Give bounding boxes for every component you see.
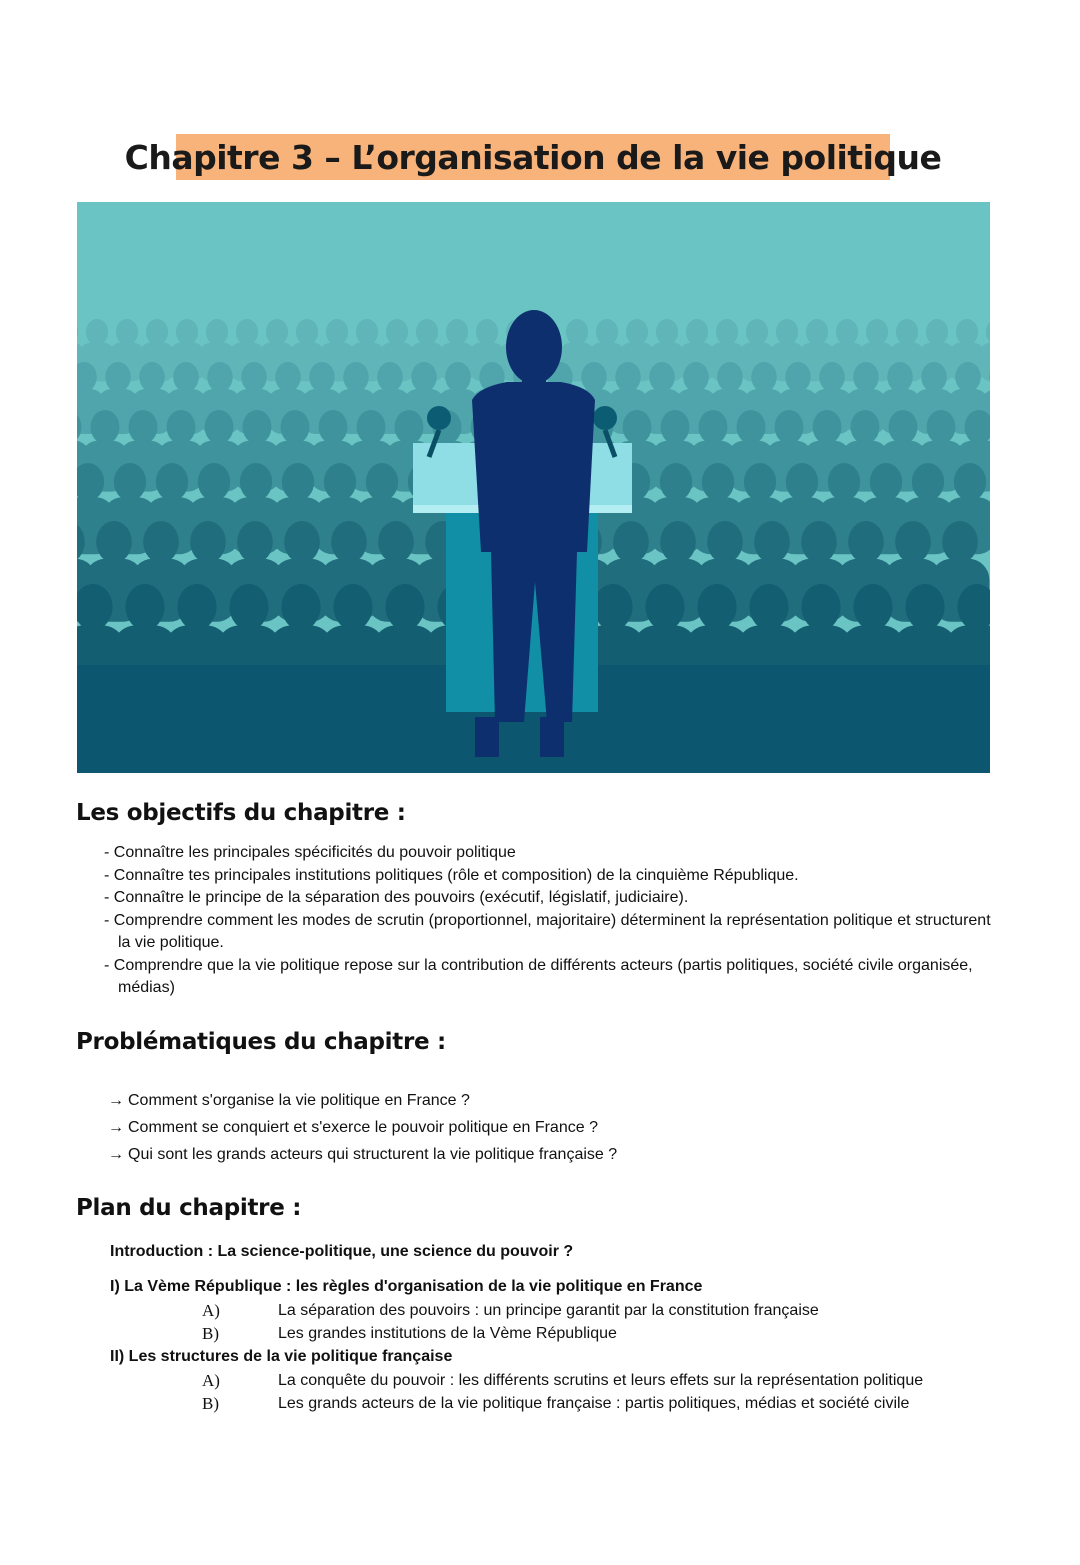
crowd-head — [581, 362, 607, 392]
crowd-head — [146, 319, 168, 345]
crowd-head — [205, 410, 234, 444]
crowd-head — [324, 463, 356, 501]
list-item: → Comment se conquiert et s'exerce le pouvoir politique en France ? — [108, 1114, 617, 1141]
list-item: - Comprendre que la vie politique repose sur la contribution de différents acteurs (partis politiques, société civile organisée, médias) — [104, 955, 1004, 1000]
crowd-head — [385, 584, 424, 630]
crowd-head — [91, 410, 120, 444]
crowd-head — [649, 362, 675, 392]
crowd-head — [887, 362, 913, 392]
plan-subsection — [110, 1392, 1010, 1415]
crowd-head — [813, 410, 842, 444]
crowd-head — [198, 463, 230, 501]
crowd-head — [593, 584, 632, 630]
crowd-head — [806, 319, 828, 345]
crowd-head — [309, 362, 335, 392]
crowd-head — [114, 463, 146, 501]
crowd-head — [177, 584, 216, 630]
list-item: - Comprendre comment les modes de scrutin (proportionnel, majoritaire) déterminent la représentation politique et structurent la vie politique. — [104, 910, 1004, 955]
crowd-head — [956, 319, 978, 345]
crowd-head — [86, 319, 108, 345]
crowd-head — [828, 463, 860, 501]
crowd-head — [895, 521, 931, 563]
subsection-letter: A) — [202, 1371, 220, 1390]
list-item: - Connaître tes principales institutions politiques (rôle et composition) de la cinquième République. — [104, 865, 1004, 888]
crowd-head — [660, 521, 696, 563]
crowd-head — [476, 319, 498, 345]
arrow-right-icon: → — [108, 1119, 124, 1136]
crowd-head — [746, 319, 768, 345]
plan-introduction: Introduction : La science-politique, une science du pouvoir ? — [110, 1243, 574, 1260]
crowd-head — [296, 319, 318, 345]
crowd-head — [751, 362, 777, 392]
crowd-head — [156, 463, 188, 501]
plan-part-title: I) La Vème République : les règles d'organisation de la vie politique en France — [110, 1278, 703, 1295]
crowd-head — [176, 319, 198, 345]
crowd-head — [819, 362, 845, 392]
crowd-head — [207, 362, 233, 392]
list-item: - Connaître les principales spécificités du pouvoir politique — [104, 842, 1004, 865]
crowd-head — [870, 463, 902, 501]
crowd-head — [926, 319, 948, 345]
crowd-head — [775, 410, 804, 444]
crowd-head — [717, 362, 743, 392]
crowd-head — [395, 410, 424, 444]
crowd-head — [702, 463, 734, 501]
crowd-head — [333, 584, 372, 630]
crowd-head — [96, 521, 132, 563]
subsection-letter: B) — [202, 1324, 219, 1343]
crowd-head — [105, 362, 131, 392]
plan-part-title: II) Les structures de la vie politique française — [110, 1348, 453, 1365]
crowd-head — [896, 319, 918, 345]
crowd-head — [241, 362, 267, 392]
crowd-head — [566, 319, 588, 345]
crowd-head — [683, 362, 709, 392]
crowd-head — [237, 521, 273, 563]
crowd-head — [848, 521, 884, 563]
crowd-head — [282, 463, 314, 501]
crowd-head — [326, 319, 348, 345]
crowd-head — [240, 463, 272, 501]
crowd-head — [853, 362, 879, 392]
crowd-head — [139, 362, 165, 392]
crowd-head — [386, 319, 408, 345]
subsection-text: La séparation des pouvoirs : un principe garantit par la constitution française — [278, 1302, 819, 1319]
list-item: → Qui sont les grands acteurs qui structurent la vie politique française ? — [108, 1141, 617, 1168]
crowd-head — [716, 319, 738, 345]
crowd-head — [266, 319, 288, 345]
subsection-text: Les grands acteurs de la vie politique française : partis politiques, médias et société civile — [278, 1395, 910, 1412]
plan-subsection — [110, 1369, 1010, 1392]
crowd-head — [613, 521, 649, 563]
arrow-right-icon: → — [108, 1092, 124, 1109]
crowd-head — [378, 521, 414, 563]
crowd-head — [954, 463, 986, 501]
subsection-letter: B) — [202, 1394, 219, 1413]
crowd-head — [801, 521, 837, 563]
list-item: - Connaître le principe de la séparation des pouvoirs (exécutif, législatif, judiciaire). — [104, 887, 1004, 910]
crowd-head — [626, 319, 648, 345]
crowd-head — [125, 584, 164, 630]
crowd-head — [236, 319, 258, 345]
crowd-head — [785, 362, 811, 392]
crowd-head — [206, 319, 228, 345]
crowd-head — [281, 584, 320, 630]
objectives-list — [104, 842, 1004, 1000]
crowd-head — [801, 584, 840, 630]
problems-list — [108, 1087, 617, 1168]
crowd-head — [697, 584, 736, 630]
crowd-head — [623, 410, 652, 444]
crowd-head — [357, 410, 386, 444]
crowd-head — [786, 463, 818, 501]
crowd-head — [343, 362, 369, 392]
subsection-letter: A) — [202, 1301, 220, 1320]
crowd-head — [754, 521, 790, 563]
crowd-head — [167, 410, 196, 444]
crowd-head — [645, 584, 684, 630]
problems-heading: Problématiques du chapitre : — [76, 1029, 446, 1055]
crowd-head — [921, 362, 947, 392]
crowd-head — [116, 319, 138, 345]
crowd-head — [284, 521, 320, 563]
crowd-head — [416, 319, 438, 345]
crowd-head — [281, 410, 310, 444]
crowd-head — [699, 410, 728, 444]
crowd-head — [319, 410, 348, 444]
crowd-head — [446, 319, 468, 345]
crowd-head — [143, 521, 179, 563]
arrow-right-icon: → — [108, 1146, 124, 1163]
crowd-head — [660, 463, 692, 501]
crowd-head — [656, 319, 678, 345]
crowd-head — [190, 521, 226, 563]
crowd-head — [686, 319, 708, 345]
crowd-head — [445, 362, 471, 392]
crowd-head — [905, 584, 944, 630]
crowd-head — [955, 362, 981, 392]
objectives-heading: Les objectifs du chapitre : — [76, 800, 406, 826]
crowd-head — [411, 362, 437, 392]
crowd-head — [866, 319, 888, 345]
crowd-head — [331, 521, 367, 563]
crowd-head — [744, 463, 776, 501]
crowd-head — [173, 362, 199, 392]
crowd-head — [356, 319, 378, 345]
crowd-head — [615, 362, 641, 392]
crowd-head — [851, 410, 880, 444]
crowd-head — [912, 463, 944, 501]
crowd-head — [927, 410, 956, 444]
crowd-head — [853, 584, 892, 630]
crowd-head — [737, 410, 766, 444]
crowd-head — [661, 410, 690, 444]
crowd-head — [942, 521, 978, 563]
crowd-head — [366, 463, 398, 501]
plan-subsection — [110, 1299, 1010, 1322]
crowd-head — [243, 410, 272, 444]
crowd-head — [836, 319, 858, 345]
crowd-head — [889, 410, 918, 444]
crowd-head — [596, 319, 618, 345]
crowd-head — [707, 521, 743, 563]
chapter-title-banner — [124, 134, 942, 180]
plan-subsection — [110, 1322, 1010, 1345]
crowd-head — [377, 362, 403, 392]
subsection-text: Les grandes institutions de la Vème République — [278, 1325, 617, 1342]
plan-heading: Plan du chapitre : — [76, 1195, 302, 1221]
crowd-head — [129, 410, 158, 444]
crowd-head — [776, 319, 798, 345]
crowd-head — [275, 362, 301, 392]
list-item: → Comment s'organise la vie politique en France ? — [108, 1087, 617, 1114]
plan-outline — [110, 1240, 1010, 1415]
crowd-head — [229, 584, 268, 630]
chapter-title: Chapitre 3 – L’organisation de la vie politique — [124, 137, 942, 177]
subsection-text: La conquête du pouvoir : les différents scrutins et leurs effets sur la représentation politique — [278, 1372, 924, 1389]
political-speech-illustration — [77, 202, 990, 773]
crowd-head — [749, 584, 788, 630]
